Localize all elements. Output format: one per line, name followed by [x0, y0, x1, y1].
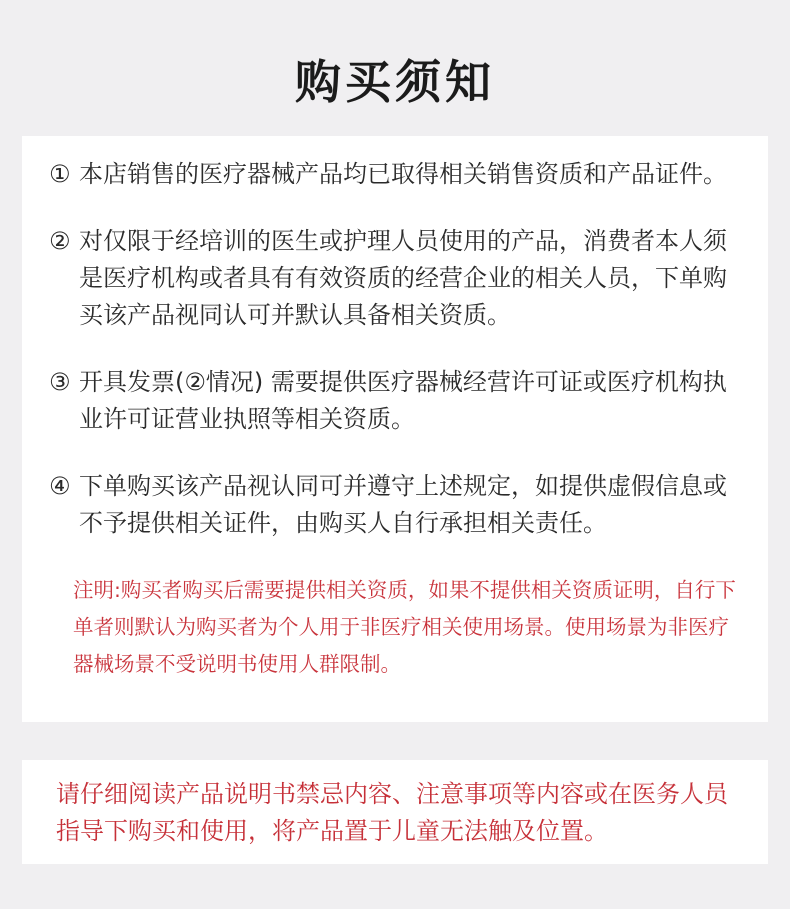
- term-number: ①: [49, 160, 71, 188]
- term-item-4: [49, 468, 748, 542]
- remark-note: 注明:购买者购买后需要提供相关资质，如果不提供相关资质证明，自行下单者则默认为购买者为个人用于非医疗相关使用场景。使用场景为非医疗器械场景不受说明书使用人群限制。: [73, 578, 736, 676]
- term-number: ②: [49, 227, 71, 255]
- term-item-3: [49, 364, 748, 438]
- term-number: ④: [49, 472, 71, 500]
- purchase-terms-card: [22, 136, 768, 722]
- term-item-1: [49, 156, 748, 193]
- term-text: 下单购买该产品视认同可并遵守上述规定，如提供虚假信息或不予提供相关证件，由购买人自行承担相关责任。: [79, 472, 727, 537]
- term-number: ③: [49, 368, 71, 396]
- term-text: 本店销售的医疗器械产品均已取得相关销售资质和产品证件。: [79, 160, 727, 188]
- page-title: 购买须知: [295, 55, 495, 109]
- term-text: 开具发票(②情况) 需要提供医疗器械经营许可证或医疗机构执业许可证营业执照等相关资质。: [79, 368, 727, 433]
- safety-warning-card: [22, 760, 768, 864]
- safety-warning-text: 请仔细阅读产品说明书禁忌内容、注意事项等内容或在医务人员指导下购买和使用，将产品置于儿童无法触及位置。: [56, 780, 728, 845]
- term-item-2: [49, 223, 748, 334]
- term-text: 对仅限于经培训的医生或护理人员使用的产品，消费者本人须是医疗机构或者具有有效资质的经营企业的相关人员，下单购买该产品视同认可并默认具备相关资质。: [79, 227, 727, 329]
